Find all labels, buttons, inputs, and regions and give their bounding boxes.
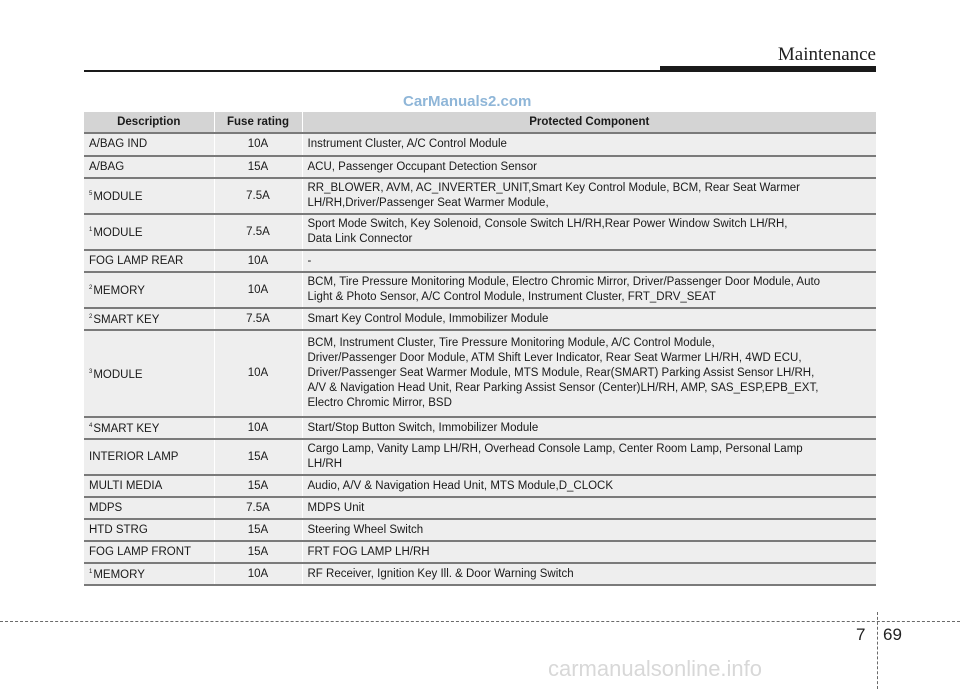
cell-description bbox=[84, 250, 214, 272]
description-text: FOG LAMP REAR bbox=[89, 254, 184, 267]
column-header-description: Description bbox=[84, 112, 214, 133]
table-row bbox=[84, 497, 876, 519]
component-line: BCM, Tire Pressure Monitoring Module, Electro Chromic Mirror, Driver/Passenger Door Module, Auto bbox=[307, 276, 821, 288]
footnote-marker: 2 bbox=[89, 285, 93, 291]
component-line: Audio, A/V & Navigation Head Unit, MTS Module,D_CLOCK bbox=[307, 479, 614, 492]
component-line: ACU, Passenger Occupant Detection Sensor bbox=[307, 160, 537, 173]
cell-fuse-rating: 15A bbox=[214, 519, 302, 541]
component-line: BCM, Instrument Cluster, Tire Pressure Monitoring Module, A/C Control Module, bbox=[307, 337, 715, 349]
component-line: Steering Wheel Switch bbox=[307, 523, 424, 536]
table-row bbox=[84, 133, 876, 156]
cell-fuse-rating: 7.5A bbox=[214, 308, 302, 330]
cell-fuse-rating: 10A bbox=[214, 330, 302, 417]
table-row bbox=[84, 330, 876, 417]
description-text: INTERIOR LAMP bbox=[89, 450, 179, 463]
cell-protected-component bbox=[302, 133, 876, 156]
component-line: - bbox=[307, 254, 312, 267]
footnote-marker: 3 bbox=[89, 368, 93, 375]
description-text: MODULE bbox=[93, 227, 143, 239]
cell-protected-component bbox=[302, 308, 876, 330]
description-text: MEMORY bbox=[93, 569, 145, 581]
cell-protected-component bbox=[302, 541, 876, 563]
cell-description bbox=[84, 439, 214, 475]
cell-description bbox=[84, 475, 214, 497]
cell-fuse-rating: 15A bbox=[214, 541, 302, 563]
component-line: Electro Chromic Mirror, BSD bbox=[307, 397, 452, 409]
chapter-number: 7 bbox=[856, 625, 866, 644]
component-line: Light & Photo Sensor, A/C Control Module, Instrument Cluster, FRT_DRV_SEAT bbox=[307, 291, 716, 303]
cell-protected-component bbox=[302, 214, 876, 250]
cell-description bbox=[84, 497, 214, 519]
description-text: MODULE bbox=[93, 368, 143, 381]
footnote-marker: 1 bbox=[89, 569, 93, 575]
component-line: Driver/Passenger Door Module, ATM Shift Lever Indicator, Rear Seat Warmer LH/RH, 4WD ECU, bbox=[307, 352, 802, 364]
component-line: Start/Stop Button Switch, Immobilizer Module bbox=[307, 421, 539, 434]
cell-protected-component bbox=[302, 563, 876, 585]
component-line: Instrument Cluster, A/C Control Module bbox=[307, 138, 507, 150]
cell-fuse-rating: 15A bbox=[214, 439, 302, 475]
fuse-table bbox=[84, 112, 876, 586]
cell-description bbox=[84, 541, 214, 563]
component-line: Driver/Passenger Seat Warmer Module, MTS Module, Rear(SMART) Parking Assist Sensor LH/RH, bbox=[307, 367, 815, 379]
component-line: FRT FOG LAMP LH/RH bbox=[307, 545, 430, 558]
cell-description bbox=[84, 417, 214, 439]
description-text: MEMORY bbox=[93, 285, 145, 297]
cell-protected-component bbox=[302, 330, 876, 417]
cell-protected-component bbox=[302, 417, 876, 439]
table-row bbox=[84, 156, 876, 178]
component-line: LH/RH,Driver/Passenger Seat Warmer Module, bbox=[307, 197, 549, 209]
footnote-marker: 2 bbox=[89, 314, 93, 320]
table-row bbox=[84, 475, 876, 497]
column-header-fuse-rating: Fuse rating bbox=[214, 112, 302, 133]
cell-protected-component bbox=[302, 439, 876, 475]
cell-fuse-rating: 7.5A bbox=[214, 214, 302, 250]
cell-description bbox=[84, 519, 214, 541]
component-line: LH/RH bbox=[307, 458, 343, 470]
cell-description bbox=[84, 330, 214, 417]
cell-protected-component bbox=[302, 497, 876, 519]
table-row bbox=[84, 563, 876, 585]
cell-description bbox=[84, 214, 214, 250]
table-row bbox=[84, 541, 876, 563]
description-text: SMART KEY bbox=[93, 314, 160, 326]
table-row bbox=[84, 439, 876, 475]
cell-fuse-rating: 10A bbox=[214, 563, 302, 585]
cell-protected-component bbox=[302, 475, 876, 497]
cell-fuse-rating: 10A bbox=[214, 133, 302, 156]
component-line: A/V & Navigation Head Unit, Rear Parking Assist Sensor (Center)LH/RH, AMP, SAS_ESP,EPB_EXT, bbox=[307, 382, 819, 394]
component-line: RR_BLOWER, AVM, AC_INVERTER_UNIT,Smart Key Control Module, BCM, Rear Seat Warmer bbox=[307, 182, 801, 194]
cell-protected-component bbox=[302, 250, 876, 272]
footer-divider bbox=[877, 612, 878, 689]
cell-fuse-rating: 7.5A bbox=[214, 497, 302, 519]
table-row bbox=[84, 272, 876, 308]
component-line: RF Receiver, Ignition Key Ill. & Door Warning Switch bbox=[307, 567, 574, 580]
cell-protected-component bbox=[302, 272, 876, 308]
watermark-top: CarManuals2.com bbox=[403, 93, 532, 110]
cell-fuse-rating: 10A bbox=[214, 272, 302, 308]
cell-description bbox=[84, 156, 214, 178]
footnote-marker: 4 bbox=[89, 423, 93, 429]
table-row bbox=[84, 417, 876, 439]
cell-fuse-rating: 15A bbox=[214, 156, 302, 178]
description-text: MDPS bbox=[89, 501, 123, 514]
page-header-title: Maintenance bbox=[777, 44, 876, 65]
cell-description bbox=[84, 308, 214, 330]
page-number: 69 bbox=[883, 625, 902, 644]
description-text: FOG LAMP FRONT bbox=[89, 545, 192, 558]
table-row bbox=[84, 250, 876, 272]
cell-description bbox=[84, 563, 214, 585]
description-text: A/BAG bbox=[89, 160, 125, 173]
cell-description bbox=[84, 272, 214, 308]
cell-description bbox=[84, 133, 214, 156]
column-header-protected-component: Protected Component bbox=[302, 112, 876, 133]
component-line: Smart Key Control Module, Immobilizer Module bbox=[307, 312, 549, 325]
description-text: MULTI MEDIA bbox=[89, 479, 163, 492]
description-text: A/BAG IND bbox=[89, 138, 148, 150]
table-row bbox=[84, 519, 876, 541]
footnote-marker: 1 bbox=[89, 227, 93, 233]
component-line: Cargo Lamp, Vanity Lamp LH/RH, Overhead Console Lamp, Center Room Lamp, Personal Lamp bbox=[307, 443, 803, 455]
table-row bbox=[84, 214, 876, 250]
footer-rule bbox=[0, 621, 960, 622]
cell-protected-component bbox=[302, 178, 876, 214]
header-rule-accent bbox=[660, 66, 876, 72]
cell-protected-component bbox=[302, 156, 876, 178]
description-text: HTD STRG bbox=[89, 523, 148, 536]
table-row bbox=[84, 178, 876, 214]
cell-fuse-rating: 7.5A bbox=[214, 178, 302, 214]
component-line: Data Link Connector bbox=[307, 233, 413, 245]
cell-fuse-rating: 10A bbox=[214, 417, 302, 439]
component-line: Sport Mode Switch, Key Solenoid, Console Switch LH/RH,Rear Power Window Switch LH/RH, bbox=[307, 218, 788, 230]
cell-fuse-rating: 10A bbox=[214, 250, 302, 272]
component-line: MDPS Unit bbox=[307, 501, 365, 514]
table-row bbox=[84, 308, 876, 330]
table-header-row bbox=[84, 112, 876, 133]
cell-protected-component bbox=[302, 519, 876, 541]
watermark-bottom: carmanualsonline.info bbox=[548, 656, 763, 681]
description-text: MODULE bbox=[93, 191, 143, 203]
cell-fuse-rating: 15A bbox=[214, 475, 302, 497]
footnote-marker: 5 bbox=[89, 191, 93, 197]
header-rule bbox=[84, 70, 660, 72]
cell-description bbox=[84, 178, 214, 214]
description-text: SMART KEY bbox=[93, 423, 160, 435]
